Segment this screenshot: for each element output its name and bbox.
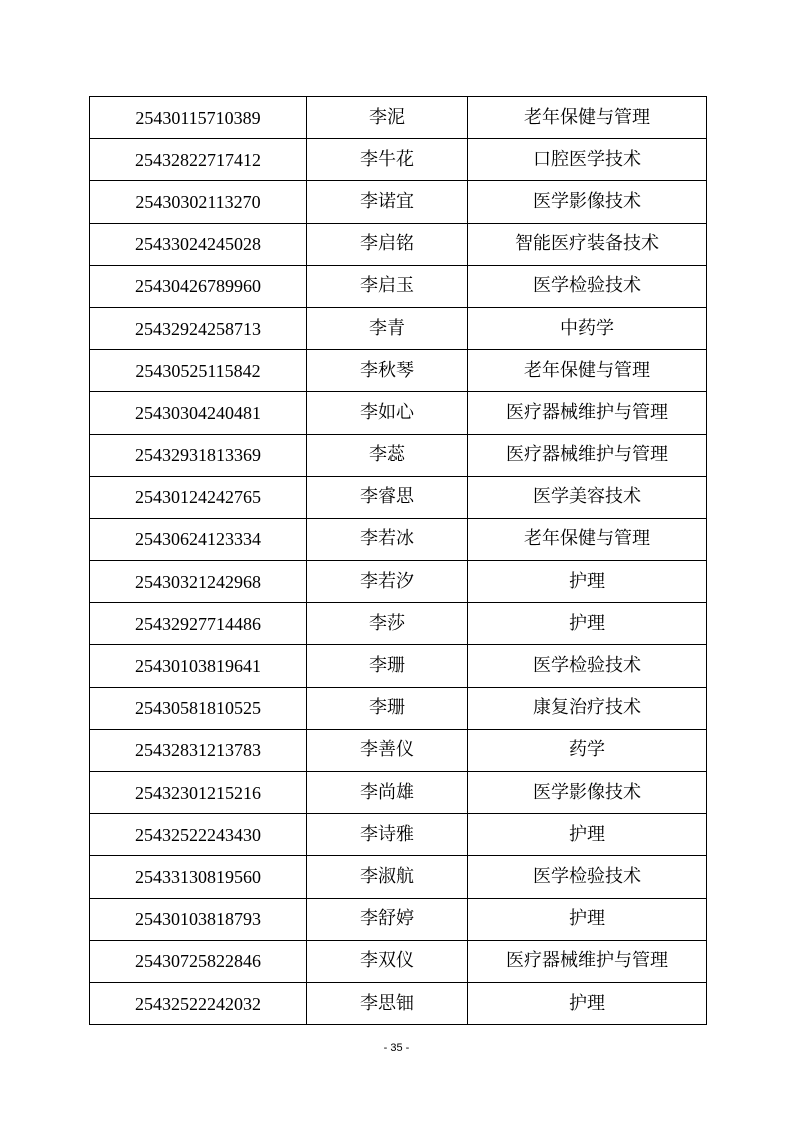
student-id-cell: 25432831213783 xyxy=(90,729,307,771)
student-name-cell: 李诺宜 xyxy=(307,181,468,223)
student-name-cell: 李舒婷 xyxy=(307,898,468,940)
student-name-cell: 李若汐 xyxy=(307,561,468,603)
major-cell: 医学检验技术 xyxy=(468,645,707,687)
table-row xyxy=(90,265,707,307)
major-cell: 护理 xyxy=(468,603,707,645)
table-row xyxy=(90,476,707,518)
student-id-cell: 25430321242968 xyxy=(90,561,307,603)
table-row xyxy=(90,856,707,898)
student-name-cell: 李珊 xyxy=(307,687,468,729)
student-name-cell: 李若冰 xyxy=(307,518,468,560)
page-number: - 35 - xyxy=(383,1042,410,1054)
table-row xyxy=(90,772,707,814)
student-name-cell: 李牛花 xyxy=(307,139,468,181)
table-row xyxy=(90,139,707,181)
student-name-cell: 李泥 xyxy=(307,97,468,139)
student-id-cell: 25432522242032 xyxy=(90,982,307,1024)
student-id-cell: 25430581810525 xyxy=(90,687,307,729)
table-row xyxy=(90,518,707,560)
student-id-cell: 25430304240481 xyxy=(90,392,307,434)
major-cell: 口腔医学技术 xyxy=(468,139,707,181)
table-row xyxy=(90,814,707,856)
student-id-cell: 25432522243430 xyxy=(90,814,307,856)
table-row xyxy=(90,687,707,729)
table-row xyxy=(90,181,707,223)
student-name-cell: 李诗雅 xyxy=(307,814,468,856)
student-id-cell: 25433024245028 xyxy=(90,223,307,265)
major-cell: 医学影像技术 xyxy=(468,181,707,223)
table-row xyxy=(90,97,707,139)
major-cell: 医学影像技术 xyxy=(468,772,707,814)
major-cell: 医疗器械维护与管理 xyxy=(468,392,707,434)
major-cell: 医学检验技术 xyxy=(468,265,707,307)
major-cell: 老年保健与管理 xyxy=(468,97,707,139)
student-name-cell: 李秋琴 xyxy=(307,350,468,392)
student-id-cell: 25430725822846 xyxy=(90,940,307,982)
table-row xyxy=(90,392,707,434)
student-id-cell: 25430115710389 xyxy=(90,97,307,139)
table-row xyxy=(90,223,707,265)
table-row xyxy=(90,434,707,476)
student-id-cell: 25432927714486 xyxy=(90,603,307,645)
student-id-cell: 25430103819641 xyxy=(90,645,307,687)
major-cell: 智能医疗装备技术 xyxy=(468,223,707,265)
student-name-cell: 李思钿 xyxy=(307,982,468,1024)
student-name-cell: 李启铭 xyxy=(307,223,468,265)
student-name-cell: 李尚雄 xyxy=(307,772,468,814)
student-id-cell: 25432301215216 xyxy=(90,772,307,814)
table-row xyxy=(90,307,707,349)
student-id-cell: 25432822717412 xyxy=(90,139,307,181)
student-id-cell: 25432924258713 xyxy=(90,307,307,349)
student-id-cell: 25430525115842 xyxy=(90,350,307,392)
table-row xyxy=(90,982,707,1024)
table-row xyxy=(90,603,707,645)
table-row xyxy=(90,729,707,771)
student-id-cell: 25430426789960 xyxy=(90,265,307,307)
major-cell: 医学检验技术 xyxy=(468,856,707,898)
major-cell: 护理 xyxy=(468,561,707,603)
student-name-cell: 李如心 xyxy=(307,392,468,434)
major-cell: 老年保健与管理 xyxy=(468,350,707,392)
major-cell: 护理 xyxy=(468,814,707,856)
major-cell: 医疗器械维护与管理 xyxy=(468,940,707,982)
table-row xyxy=(90,350,707,392)
major-cell: 护理 xyxy=(468,898,707,940)
student-name-cell: 李淑航 xyxy=(307,856,468,898)
student-name-cell: 李青 xyxy=(307,307,468,349)
student-name-cell: 李莎 xyxy=(307,603,468,645)
major-cell: 医学美容技术 xyxy=(468,476,707,518)
student-id-cell: 25432931813369 xyxy=(90,434,307,476)
major-cell: 医疗器械维护与管理 xyxy=(468,434,707,476)
student-name-cell: 李双仪 xyxy=(307,940,468,982)
student-name-cell: 李启玉 xyxy=(307,265,468,307)
table-row xyxy=(90,898,707,940)
major-cell: 中药学 xyxy=(468,307,707,349)
student-id-cell: 25430302113270 xyxy=(90,181,307,223)
student-name-cell: 李珊 xyxy=(307,645,468,687)
table-row xyxy=(90,561,707,603)
student-name-cell: 李善仪 xyxy=(307,729,468,771)
major-cell: 老年保健与管理 xyxy=(468,518,707,560)
roster-table-body xyxy=(90,97,707,1025)
major-cell: 护理 xyxy=(468,982,707,1024)
roster-table xyxy=(89,96,707,1025)
table-row xyxy=(90,940,707,982)
student-name-cell: 李蕊 xyxy=(307,434,468,476)
table-row xyxy=(90,645,707,687)
student-id-cell: 25430124242765 xyxy=(90,476,307,518)
student-id-cell: 25430103818793 xyxy=(90,898,307,940)
student-id-cell: 25433130819560 xyxy=(90,856,307,898)
major-cell: 康复治疗技术 xyxy=(468,687,707,729)
major-cell: 药学 xyxy=(468,729,707,771)
student-id-cell: 25430624123334 xyxy=(90,518,307,560)
student-name-cell: 李睿思 xyxy=(307,476,468,518)
